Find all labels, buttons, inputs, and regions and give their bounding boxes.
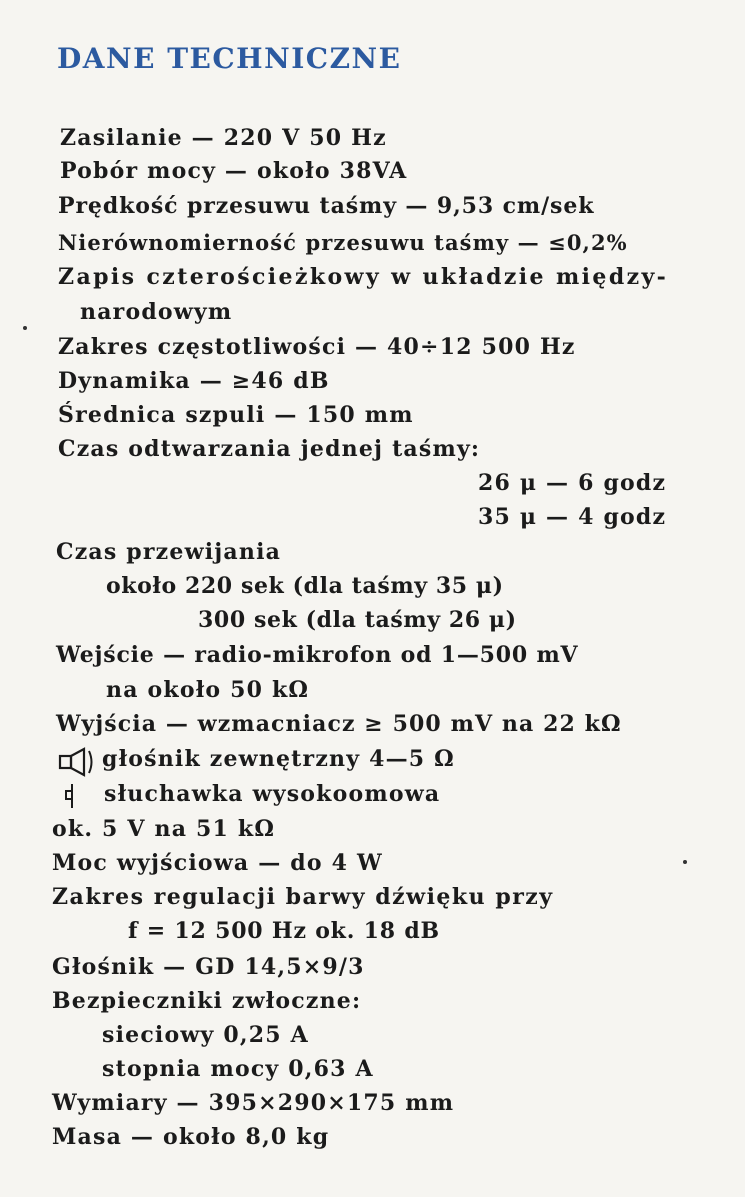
spec-dimensions: Wymiary — 395×290×175 mm <box>52 1090 455 1116</box>
spec-tape-speed: Prędkość przesuwu taśmy — 9,53 cm/sek <box>58 193 595 219</box>
spec-speaker-type: Głośnik — GD 14,5×9/3 <box>52 954 365 980</box>
spec-rewind-26: 300 sek (dla taśmy 26 μ) <box>198 607 517 633</box>
spec-outputs: Wyjścia — wzmacniacz ≥ 500 mV na 22 kΩ <box>56 711 622 737</box>
spec-output-headphone: słuchawka wysokoomowa <box>104 781 441 807</box>
page-edge <box>745 0 751 1197</box>
spec-input-impedance: na około 50 kΩ <box>106 677 310 703</box>
spec-playback-time: Czas odtwarzania jednej taśmy: <box>58 436 481 462</box>
spec-output-power: Moc wyjściowa — do 4 W <box>52 850 383 876</box>
spec-output-level: ok. 5 V na 51 kΩ <box>52 816 276 842</box>
spec-playback-26: 26 μ — 6 godz <box>478 470 667 496</box>
spec-reel-diameter: Średnica szpuli — 150 mm <box>58 402 414 428</box>
spec-rewind-time: Czas przewijania <box>56 539 282 565</box>
headphone-icon <box>62 783 78 809</box>
spec-tone-control: Zakres regulacji barwy dźwięku przy <box>52 884 554 910</box>
spec-tone-control-value: f = 12 500 Hz ok. 18 dB <box>128 918 440 944</box>
spec-recording-format-cont: narodowym <box>80 299 233 325</box>
spec-power-consumption: Pobór mocy — około 38VA <box>60 158 408 184</box>
spec-power-supply: Zasilanie — 220 V 50 Hz <box>60 125 387 151</box>
spec-input: Wejście — radio-mikrofon od 1—500 mV <box>56 642 579 668</box>
speaker-icon <box>58 747 100 777</box>
spec-rewind-35: około 220 sek (dla taśmy 35 μ) <box>106 573 504 599</box>
spec-weight: Masa — około 8,0 kg <box>52 1124 330 1150</box>
spec-dynamics: Dynamika — ≥46 dB <box>58 368 330 394</box>
spec-fuse-power-stage: stopnia mocy 0,63 A <box>102 1056 374 1082</box>
spec-playback-35: 35 μ — 4 godz <box>478 504 667 530</box>
spec-speed-variation: Nierównomierność przesuwu taśmy — ≤0,2% <box>58 230 628 255</box>
print-speck <box>683 860 687 864</box>
print-speck <box>23 326 27 330</box>
spec-recording-format: Zapis czterościeżkowy w układzie między- <box>58 264 669 290</box>
page-title: DANE TECHNICZNE <box>57 42 402 75</box>
spec-fuses: Bezpieczniki zwłoczne: <box>52 988 362 1014</box>
spec-fuse-mains: sieciowy 0,25 A <box>102 1022 309 1048</box>
spec-output-speaker: głośnik zewnętrzny 4—5 Ω <box>102 746 455 772</box>
spec-frequency-range: Zakres częstotliwości — 40÷12 500 Hz <box>58 334 576 360</box>
